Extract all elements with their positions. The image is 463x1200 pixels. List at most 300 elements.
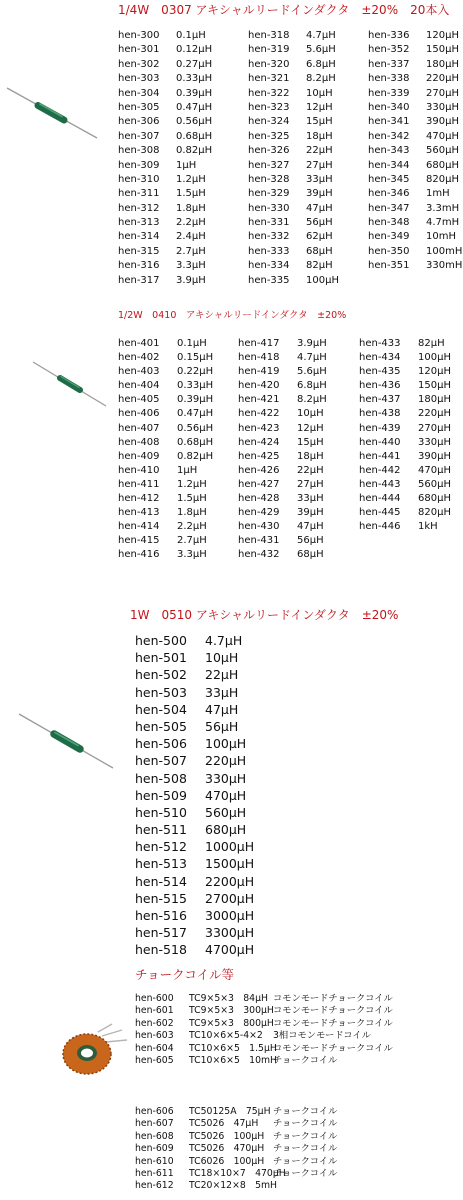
part-value: 2.7μH [176,245,206,257]
part-value: 39μH [297,507,324,519]
list-item [238,365,327,379]
list-item [248,274,339,288]
list-item [118,492,213,506]
list-item [238,464,327,478]
part-value: 4.7μH [297,352,327,364]
list-item [248,115,339,129]
part-value: 0.39μH [177,394,214,406]
list-item [359,422,451,436]
list-item [118,58,212,72]
part-description: コモンモードチョークコイル [273,1017,393,1029]
part-value: 2200μH [205,873,255,889]
part-code: hen-406 [118,408,160,420]
part-spec: TC9×5×3 84μH [189,993,268,1004]
part-value: 1500μH [205,856,255,872]
list-item [118,202,212,216]
part-spec: TC10×6×5-4×2 [189,1030,263,1042]
list-item [118,464,213,478]
part-value: 3.3mH [426,202,460,214]
part-code: hen-315 [118,245,160,257]
list-item [118,393,213,407]
part-code: hen-517 [135,925,187,941]
part-value: 0.12μH [176,44,213,56]
part-value: 5.6μH [306,44,336,56]
part-value: 0.82μH [177,450,214,462]
list-item [118,230,212,244]
part-value: 12μH [306,101,333,113]
list-item [118,187,212,201]
list-item [359,464,451,478]
sec4-group-b [135,1106,337,1193]
list-item [248,29,339,43]
part-code: hen-418 [238,352,280,364]
list-item [118,101,212,115]
part-code: hen-504 [135,701,187,717]
part-code: hen-440 [359,436,401,448]
list-item [135,1018,393,1030]
list-item [359,492,451,506]
part-value: 0.1μH [176,30,206,41]
part-code: hen-311 [118,188,160,200]
part-code: hen-444 [359,493,401,505]
list-item [238,351,327,365]
part-code: hen-338 [368,73,410,85]
list-item [135,1005,393,1017]
list-item [118,130,212,144]
part-code: hen-314 [118,231,160,243]
part-code: hen-424 [238,436,280,448]
list-item [359,379,451,393]
list-item [135,1055,393,1067]
part-code: hen-425 [238,450,280,462]
part-code: hen-403 [118,366,160,378]
part-description: チョークコイル [273,1155,338,1167]
part-code: hen-439 [359,422,401,434]
list-item [238,492,327,506]
list-item [238,506,327,520]
list-item [135,821,254,838]
part-code: hen-429 [238,507,280,519]
list-item [135,924,254,941]
part-code: hen-317 [118,274,160,286]
part-value: 18μH [297,450,324,462]
list-item [368,245,462,259]
part-code: hen-502 [135,667,187,683]
list-item [248,87,339,101]
list-item [248,130,339,144]
list-item [135,941,254,958]
list-item [118,29,212,43]
part-value: 5.6μH [297,366,327,378]
part-code: hen-420 [238,380,280,392]
part-value: 1.5μH [176,188,206,200]
part-value: 82μH [418,338,445,349]
part-code: hen-419 [238,366,280,378]
part-code: hen-347 [368,202,410,214]
part-value: 1mH [426,188,450,200]
part-code: hen-339 [368,87,410,99]
part-code: hen-346 [368,188,410,200]
list-item [118,337,213,351]
list-item [118,534,213,548]
part-value: 8.2μH [297,394,327,406]
part-value: 10μH [205,650,239,666]
part-code: hen-412 [118,493,160,505]
part-code: hen-600 [135,993,174,1004]
list-item [359,393,451,407]
part-code: hen-351 [368,260,410,272]
part-value: 0.33μH [176,73,213,85]
section-2-heading: 1/2W 0410 アキシャルリードインダクタ ±20% [118,310,347,321]
list-item [135,787,254,804]
list-item [359,478,451,492]
list-item [135,632,254,649]
section-4-heading: チョークコイル等 [135,967,235,982]
part-code: hen-416 [118,549,160,561]
part-value: 2.2μH [176,217,206,229]
part-spec: TC20×12×8 5mH [189,1180,278,1192]
list-item [359,520,451,534]
list-item [135,1106,337,1118]
part-code: hen-421 [238,394,280,406]
list-item [248,187,339,201]
part-code: hen-342 [368,130,410,142]
list-item [118,245,212,259]
part-value: 4.7mH [426,217,460,229]
sec3-col [135,632,254,959]
part-value: 390μH [426,116,459,128]
list-item [135,1118,337,1130]
part-code: hen-332 [248,231,290,243]
list-item [135,649,254,666]
list-item [118,450,213,464]
part-value: 47μH [306,202,333,214]
part-code: hen-510 [135,804,187,820]
part-value: 330μH [426,101,459,113]
part-code: hen-509 [135,787,187,803]
part-value: 33μH [306,173,333,185]
list-item [135,1156,337,1168]
part-code: hen-432 [238,549,280,561]
part-code: hen-604 [135,1042,174,1054]
part-spec: TC6026 100μH [189,1155,265,1167]
part-value: 0.33μH [177,380,214,392]
part-code: hen-408 [118,436,160,448]
part-spec: TC9×5×3 300μH [189,1005,274,1017]
part-value: 120μH [418,366,451,378]
part-code: hen-321 [248,73,290,85]
part-code: hen-608 [135,1130,174,1142]
list-item [135,838,254,855]
part-value: 2700μH [205,890,255,906]
part-value: 150μH [418,380,451,392]
part-value: 56μH [297,535,324,547]
part-code: hen-343 [368,145,410,157]
toroidal-choke-coil-icon [60,1022,130,1080]
list-item [238,478,327,492]
part-value: 0.1μH [177,338,207,349]
list-item [368,29,462,43]
part-value: 47μH [205,701,239,717]
part-code: hen-318 [248,30,290,41]
list-item [368,230,462,244]
list-item [368,187,462,201]
part-code: hen-422 [238,408,280,420]
list-item [118,436,213,450]
part-value: 4700μH [205,942,255,958]
list-item [118,72,212,86]
list-item [368,130,462,144]
list-item [248,144,339,158]
part-code: hen-323 [248,101,290,113]
list-item [135,855,254,872]
part-value: 220μH [426,73,459,85]
list-item [368,216,462,230]
part-code: hen-518 [135,942,187,958]
sec4-group-a [135,993,393,1067]
part-value: 330μH [205,770,247,786]
part-description: コモンモードチョークコイル [273,1042,393,1054]
list-item [135,1143,337,1155]
part-value: 1.2μH [177,478,207,490]
list-item [118,87,212,101]
part-value: 1000μH [205,839,255,855]
part-code: hen-301 [118,44,160,56]
list-item [238,379,327,393]
part-code: hen-324 [248,116,290,128]
part-value: 2.4μH [176,231,206,243]
part-value: 22μH [306,145,333,157]
part-value: 0.22μH [177,366,214,378]
list-item [118,379,213,393]
part-code: hen-344 [368,159,410,171]
part-value: 120μH [426,30,459,41]
part-value: 820μH [418,507,451,519]
part-code: hen-601 [135,1005,174,1017]
part-code: hen-428 [238,493,280,505]
part-code: hen-320 [248,58,290,70]
list-item [238,520,327,534]
axial-inductor-icon [6,86,98,140]
part-value: 100μH [306,274,339,286]
list-item [118,365,213,379]
sec1-col-2 [248,29,339,288]
list-item [368,159,462,173]
part-value: 6.8μH [297,380,327,392]
part-value: 560μH [418,478,451,490]
list-item [135,873,254,890]
list-item [248,43,339,57]
part-code: hen-431 [238,535,280,547]
list-item [368,115,462,129]
part-spec: TC18×10×7 470μH [189,1167,286,1179]
part-value: 820μH [426,173,459,185]
list-item [118,407,213,421]
part-code: hen-327 [248,159,290,171]
list-item [248,159,339,173]
part-code: hen-603 [135,1030,174,1042]
list-item [368,173,462,187]
part-code: hen-322 [248,87,290,99]
part-code: hen-516 [135,908,187,923]
part-code: hen-442 [359,464,401,476]
part-value: 0.68μH [176,130,213,142]
part-value: 27μH [297,478,324,490]
part-description: チョークコイル [273,1118,338,1130]
part-value: 2.7μH [177,535,207,547]
list-item [238,548,327,562]
part-value: 100μH [205,736,247,752]
part-code: hen-306 [118,116,160,128]
part-spec: TC50125A 75μH [189,1106,271,1117]
part-code: hen-436 [359,380,401,392]
part-value: 18μH [306,130,333,142]
list-item [359,407,451,421]
part-code: hen-352 [368,44,410,56]
part-code: hen-326 [248,145,290,157]
list-item [118,478,213,492]
part-value: 10μH [297,408,324,420]
list-item [248,230,339,244]
part-value: 22μH [205,667,239,683]
section-1-heading: 1/4W 0307 アキシャルリードインダクタ ±20% 20本入 [118,3,450,17]
part-value: 330mH [426,260,463,272]
part-value: 0.56μH [176,116,213,128]
part-value: 6.8μH [306,58,336,70]
sec2-col-3 [359,337,451,534]
list-item [118,43,212,57]
sec2-col-2 [238,337,327,563]
part-code: hen-506 [135,736,187,752]
part-value: 270μH [426,87,459,99]
part-code: hen-438 [359,408,401,420]
part-code: hen-426 [238,464,280,476]
part-code: hen-515 [135,890,187,906]
part-value: 470μH [426,130,459,142]
list-item [248,72,339,86]
part-value: 1.2μH [176,173,206,185]
part-code: hen-409 [118,450,160,462]
list-item [248,101,339,115]
part-value: 680μH [205,822,247,838]
list-item [238,407,327,421]
list-item [118,259,212,273]
part-value: 1μH [176,159,197,171]
part-code: hen-402 [118,352,160,364]
list-item [118,216,212,230]
list-item [368,259,462,273]
list-item [368,72,462,86]
part-code: hen-313 [118,217,160,229]
part-code: hen-404 [118,380,160,392]
part-code: hen-305 [118,101,160,113]
part-value: 68μH [306,245,333,257]
part-code: hen-350 [368,245,410,257]
part-code: hen-401 [118,338,160,349]
part-value: 1.5μH [177,493,207,505]
list-item [368,101,462,115]
part-code: hen-430 [238,521,280,533]
part-value: 15μH [306,116,333,128]
part-code: hen-411 [118,478,160,490]
list-item [118,422,213,436]
list-item [135,701,254,718]
part-value: 10mH [426,231,456,243]
part-value: 0.27μH [176,58,213,70]
part-description: コモンモードチョークコイル [273,993,393,1004]
part-code: hen-434 [359,352,401,364]
part-value: 560μH [205,804,247,820]
part-code: hen-423 [238,422,280,434]
part-value: 470μH [205,787,247,803]
part-value: 470μH [418,464,451,476]
part-code: hen-331 [248,217,290,229]
part-code: hen-514 [135,873,187,889]
part-value: 4.7μH [205,633,243,648]
list-item [118,520,213,534]
part-code: hen-435 [359,366,401,378]
part-code: hen-445 [359,507,401,519]
part-code: hen-513 [135,856,187,872]
list-item [238,422,327,436]
part-code: hen-415 [118,535,160,547]
list-item [368,87,462,101]
part-value: 1kH [418,521,438,533]
part-value: 680μH [418,493,451,505]
list-item [368,43,462,57]
part-value: 0.68μH [177,436,214,448]
part-value: 220μH [418,408,451,420]
list-item [135,993,393,1005]
part-code: hen-302 [118,58,160,70]
list-item [118,173,212,187]
list-item [135,1043,393,1055]
part-code: hen-611 [135,1167,174,1179]
part-code: hen-511 [135,822,187,838]
list-item [248,245,339,259]
part-value: 0.39μH [176,87,213,99]
part-code: hen-334 [248,260,290,272]
part-code: hen-417 [238,338,280,349]
part-value: 47μH [297,521,324,533]
part-code: hen-319 [248,44,290,56]
list-item [135,804,254,821]
part-code: hen-333 [248,245,290,257]
list-item [135,770,254,787]
part-value: 33μH [297,493,324,505]
part-code: hen-316 [118,260,160,272]
list-item [238,450,327,464]
part-spec: TC5026 100μH [189,1130,265,1142]
part-code: hen-500 [135,633,187,648]
part-value: 56μH [306,217,333,229]
list-item [135,666,254,683]
part-code: hen-441 [359,450,401,462]
part-code: hen-410 [118,464,160,476]
part-code: hen-303 [118,73,160,85]
list-item [135,1180,337,1192]
part-code: hen-312 [118,202,160,214]
part-value: 390μH [418,450,451,462]
part-code: hen-501 [135,650,187,666]
part-description: チョークコイル [273,1143,338,1155]
part-code: hen-349 [368,231,410,243]
list-item [118,115,212,129]
list-item [368,58,462,72]
list-item [359,365,451,379]
part-code: hen-507 [135,753,187,769]
part-description: チョークコイル [273,1130,338,1142]
